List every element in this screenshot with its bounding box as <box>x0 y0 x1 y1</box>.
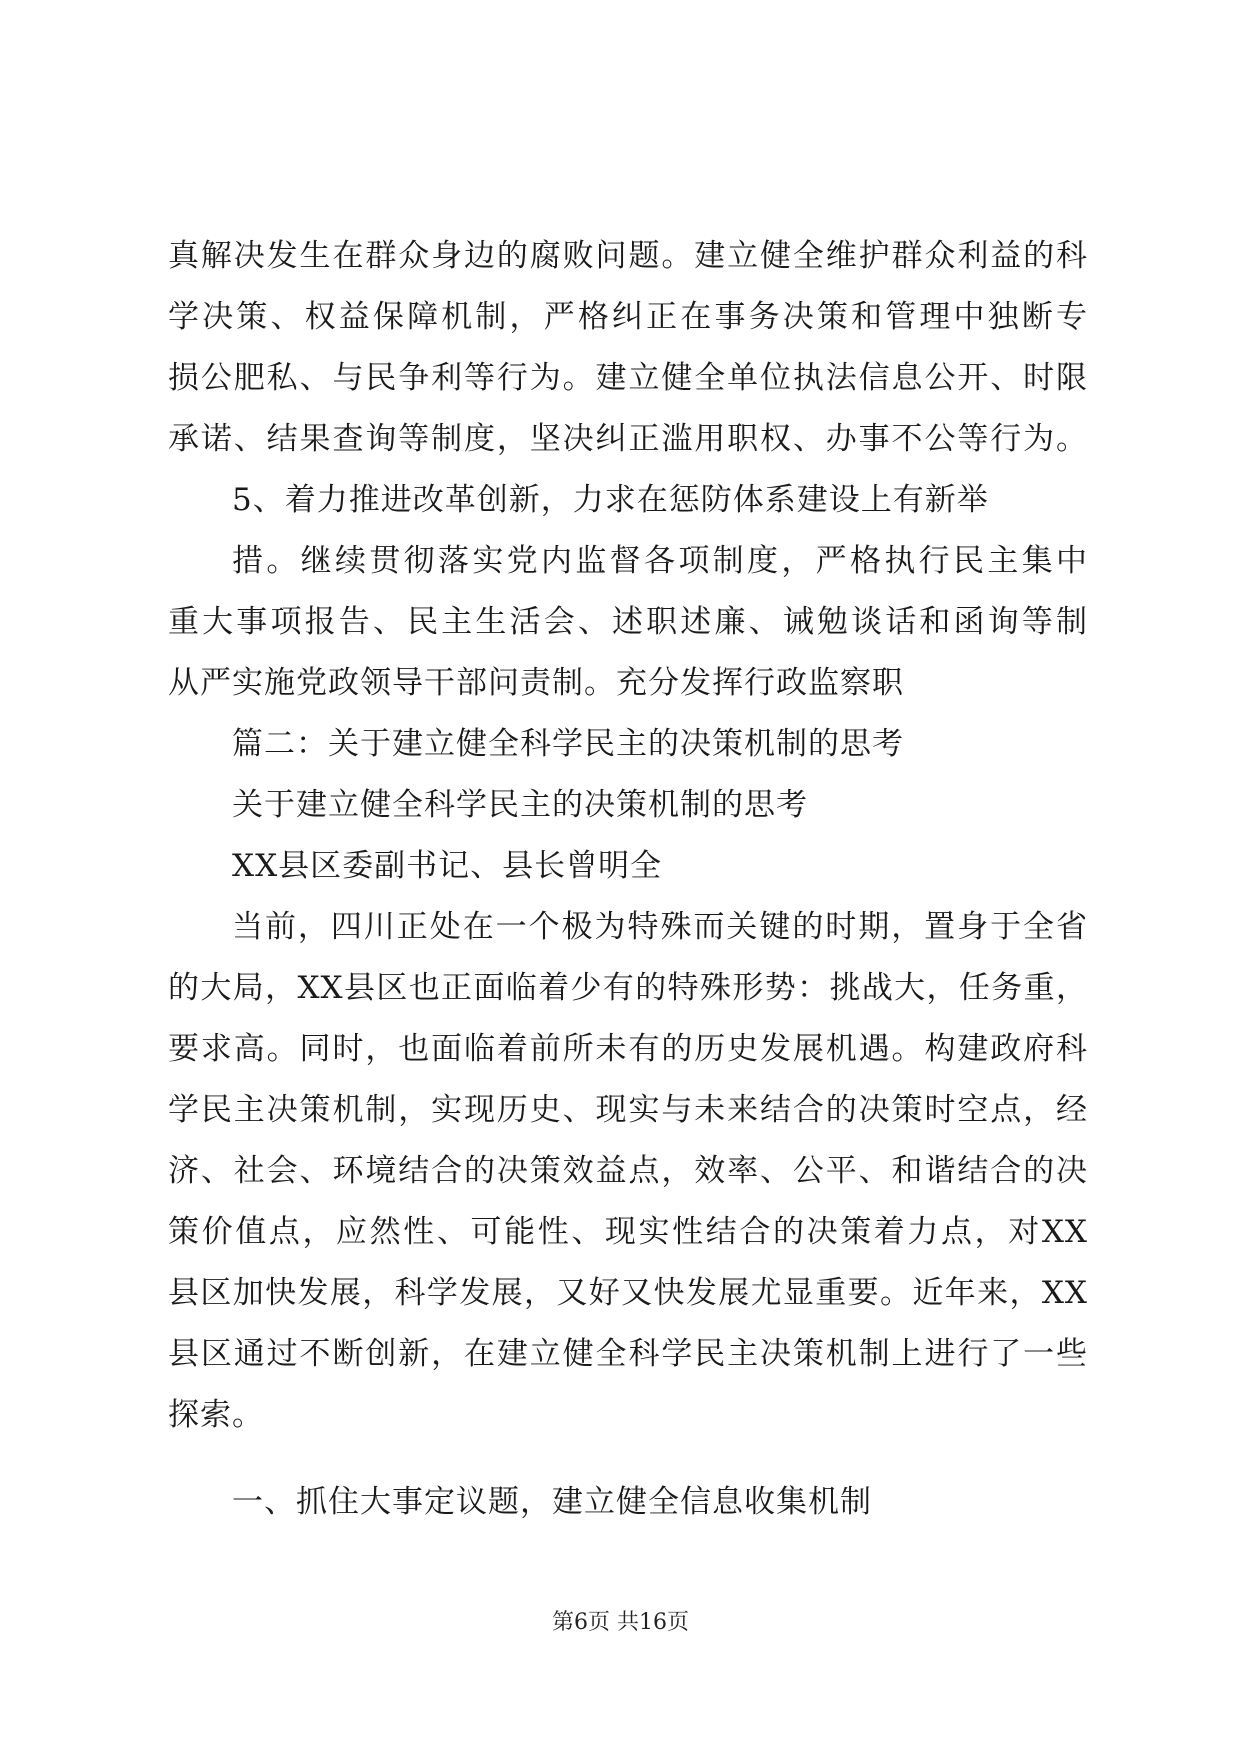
text-line: 策价值点，应然性、可能性、现实性结合的决策着力点，对XX <box>168 1214 1088 1250</box>
text-line: 县区加快发展，科学发展，又好又快发展尤显重要。近年来，XX <box>168 1275 1088 1311</box>
paragraph-gap <box>168 1446 1088 1472</box>
document-body <box>168 226 1088 1533</box>
text-line: 损公肥私、与民争利等行为。建立健全单位执法信息公开、时限 <box>168 360 1088 396</box>
text-line: 从严实施党政领导干部问责制。充分发挥行政监察职 <box>168 665 904 701</box>
text-line: 要求高。同时，也面临着前所未有的历史发展机遇。构建政府科 <box>168 1031 1088 1067</box>
text-line: 重大事项报告、民主生活会、述职述廉、诫勉谈话和函询等制 <box>168 604 1088 640</box>
text-line: 县区通过不断创新，在建立健全科学民主决策机制上进行了一些 <box>168 1336 1088 1372</box>
text-line: 的大局，XX县区也正面临着少有的特殊形势：挑战大，任务重， <box>168 970 1088 1006</box>
text-line: 当前，四川正处在一个极为特殊而关键的时期，置身于全省 <box>232 909 1088 945</box>
text-line: 篇二：关于建立健全科学民主的决策机制的思考 <box>232 726 904 762</box>
text-line: 一、抓住大事定议题，建立健全信息收集机制 <box>232 1484 872 1520</box>
text-line: 承诺、结果查询等制度，坚决纠正滥用职权、办事不公等行为。 <box>168 421 1088 457</box>
text-line: 济、社会、环境结合的决策效益点，效率、公平、和谐结合的决 <box>168 1153 1088 1189</box>
text-line: 措。继续贯彻落实党内监督各项制度，严格执行民主集中 <box>232 543 1088 579</box>
text-line: 学决策、权益保障机制，严格纠正在事务决策和管理中独断专 <box>168 299 1088 335</box>
text-line: 5、着力推进改革创新，力求在惩防体系建设上有新举 <box>232 482 989 518</box>
text-line: 关于建立健全科学民主的决策机制的思考 <box>232 787 808 823</box>
text-line: 探索。 <box>168 1397 264 1433</box>
text-line: XX县区委副书记、县长曾明全 <box>232 848 663 884</box>
text-line: 学民主决策机制，实现历史、现实与未来结合的决策时空点，经 <box>168 1092 1088 1128</box>
text-line: 真解决发生在群众身边的腐败问题。建立健全维护群众利益的科 <box>168 238 1088 274</box>
page-footer: 第6页 共16页 <box>552 1610 689 1635</box>
